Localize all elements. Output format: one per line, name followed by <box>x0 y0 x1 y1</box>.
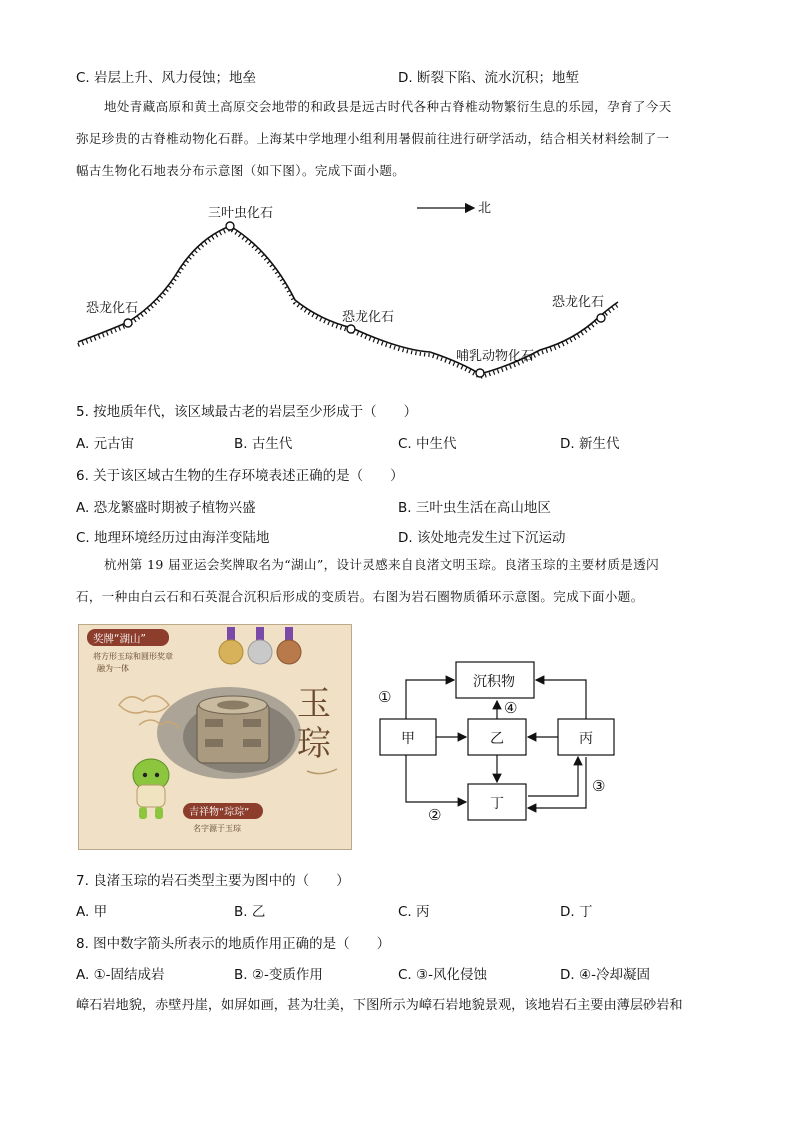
label-mammal: 哺乳动物化石 <box>456 349 535 364</box>
jade-cong-icon <box>197 696 269 763</box>
q8-option-d: D. ④-冷却凝固 <box>560 967 650 983</box>
fossil-marker-dino-left <box>124 319 132 327</box>
q7-option-b: B. 乙 <box>234 904 266 920</box>
asian-games-poster-image <box>78 624 352 850</box>
label-trilobite: 三叶虫化石 <box>208 206 274 221</box>
fossil-marker-trilobite <box>226 222 234 230</box>
q7-option-c: C. 丙 <box>398 904 430 920</box>
big-char-yu: 玉 <box>297 684 331 724</box>
intro2-line2: 石，一种由白云石和石英混合沉积后形成的变质岩。右图为岩石圈物质循环示意图。完成下面小题。 <box>76 589 644 604</box>
north-label: 北 <box>478 201 492 216</box>
label-bing: 丙 <box>579 731 593 747</box>
q7-option-d: D. 丁 <box>560 904 593 920</box>
q6-option-c: C. 地理环境经历过由海洋变陆地 <box>76 530 270 546</box>
num-1: ① <box>378 688 392 706</box>
intro1-line1: 地处青藏高原和黄土高原交会地带的和政县是远古时代各种古脊椎动物繁衍生息的乐园，孕育了今天 <box>104 99 672 114</box>
label-jia: 甲 <box>401 731 415 747</box>
fossil-marker-dino-right <box>597 314 605 322</box>
q5-option-c: C. 中生代 <box>398 436 457 452</box>
bronze-medal-icon <box>277 640 301 664</box>
q7-option-a: A. 甲 <box>76 904 108 920</box>
mascot-desc: 名字源于玉琮 <box>193 824 241 833</box>
q6-option-d: D. 该处地壳发生过下沉运动 <box>398 530 566 546</box>
fossil-marker-mammal <box>476 369 484 377</box>
intro2-line1: 杭州第 19 届亚运会奖牌取名为“湖山”，设计灵感来自良渚文明玉琮。良渚玉琮的主要材质是透闪 <box>104 557 660 572</box>
prev-option-c: C. 岩层上升、风力侵蚀；地垒 <box>76 70 257 86</box>
big-char-cong: 琮 <box>297 724 331 764</box>
num-3: ③ <box>592 777 606 795</box>
label-sediment: 沉积物 <box>473 674 515 690</box>
q8-option-b: B. ②-变质作用 <box>234 967 323 983</box>
label-yi: 乙 <box>490 731 504 747</box>
q6-option-a: A. 恐龙繁盛时期被子植物兴盛 <box>76 500 256 516</box>
medal-desc-1: 将方形玉琮和圆形奖章 <box>93 652 173 661</box>
silver-medal-icon <box>248 640 272 664</box>
q5-option-b: B. 古生代 <box>234 436 293 452</box>
medal-title: 奖牌“湖山” <box>93 633 146 645</box>
label-dino-right: 恐龙化石 <box>552 295 605 310</box>
q5-option-a: A. 元古宙 <box>76 436 135 452</box>
q6-stem: 6. 关于该区域古生物的生存环境表述正确的是（ ） <box>76 468 404 484</box>
q6-option-b: B. 三叶虫生活在高山地区 <box>398 500 551 516</box>
q8-option-c: C. ③-风化侵蚀 <box>398 967 487 983</box>
q5-stem: 5. 按地质年代，该区域最古老的岩层至少形成于（ ） <box>76 404 418 420</box>
label-dino-mid: 恐龙化石 <box>342 310 395 325</box>
intro3-line1: 嶂石岩地貌，赤壁丹崖，如屏如画，甚为壮美，下图所示为嶂石岩地貌景观，该地岩石主要由薄层砂岩和 <box>76 998 683 1013</box>
fossil-marker-dino-mid <box>347 325 355 333</box>
medal-desc-2: 融为一体 <box>97 664 129 673</box>
mascot-title: 吉祥物“琮琮” <box>189 807 250 818</box>
intro1-line2: 弥足珍贵的古脊椎动物化石群。上海某中学地理小组利用暑假前往进行研学活动，结合相关材料绘制了一 <box>76 131 670 146</box>
rock-cycle-diagram <box>370 650 630 830</box>
terrain-profile <box>78 226 618 374</box>
q8-option-a: A. ①-固结成岩 <box>76 967 165 983</box>
prev-option-d: D. 断裂下陷、流水沉积；地堑 <box>398 70 579 86</box>
label-ding: 丁 <box>490 796 504 812</box>
q8-stem: 8. 图中数字箭头所表示的地质作用正确的是（ ） <box>76 936 391 952</box>
num-2: ② <box>428 806 442 824</box>
q7-stem: 7. 良渚玉琮的岩石类型主要为图中的（ ） <box>76 873 350 889</box>
label-dino-left: 恐龙化石 <box>86 301 139 316</box>
fossil-map-diagram <box>70 190 630 390</box>
num-4: ④ <box>504 699 518 717</box>
gold-medal-icon <box>219 640 243 664</box>
q5-option-d: D. 新生代 <box>560 436 620 452</box>
intro1-line3: 幅古生物化石地表分布示意图（如下图）。完成下面小题。 <box>76 163 406 178</box>
